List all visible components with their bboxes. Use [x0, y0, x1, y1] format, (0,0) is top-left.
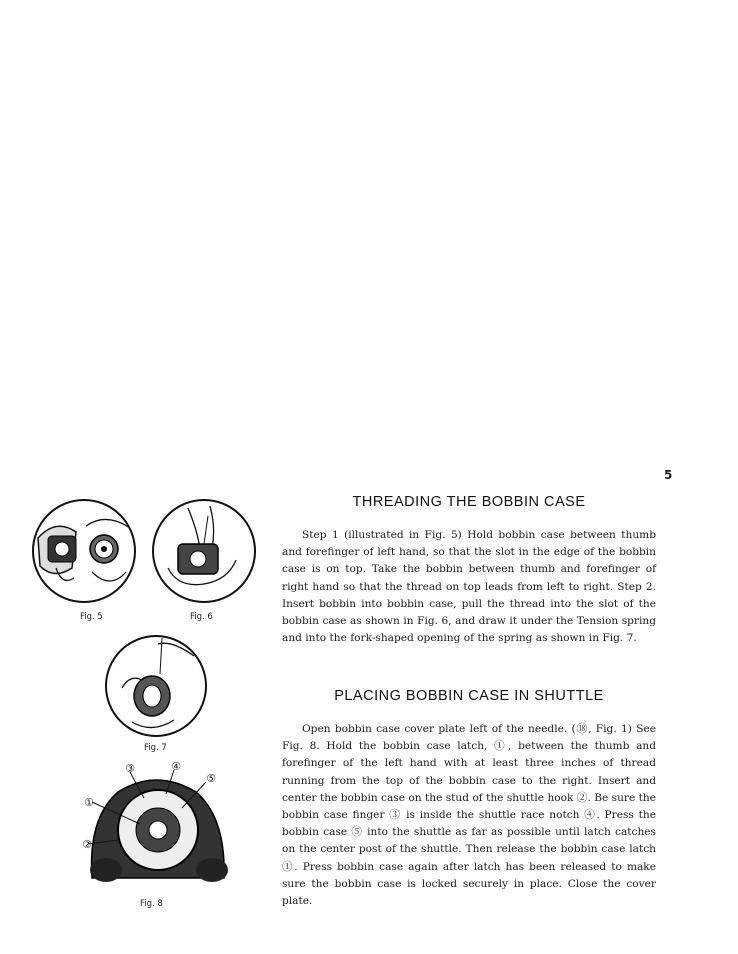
callout-1: ①: [84, 796, 94, 809]
callout-5: ⑤: [206, 772, 216, 785]
fig6-illustration: [148, 498, 260, 608]
section2-body: Open bobbin case cover plate left of the needle. (⑱, Fig. 1) See Fig. 8. Hold the bobbin case latch, ①, between the thumb and forefinger of the left hand with at least three inches of thread running from the top of the bobbin case to the right. Insert and center the bobbin case on the stud of the shuttle hook ②. Be sure the bobbin case finger ③ is inside the shuttle race notch ④. Press the bobbin case ⑤ into the shuttle as far as possible until latch catches on the center post of the shuttle. Then release the bobbin case latch ①. Press bobbin case again after latch has been released to make sure the bobbin case is locked securely in place. Close the cover plate.: [282, 723, 656, 908]
fig8-illustration: [78, 758, 238, 890]
section2-heading: PLACING BOBBIN CASE IN SHUTTLE: [334, 688, 604, 704]
section1-heading: THREADING THE BOBBIN CASE: [352, 494, 586, 510]
fig6-caption: Fig. 6: [190, 612, 213, 622]
fig7-caption: Fig. 7: [144, 743, 167, 753]
fig5-caption: Fig. 5: [80, 612, 103, 622]
callout-3: ③: [125, 762, 135, 775]
section1-body: Step 1 (illustrated in Fig. 5) Hold bobbin case between thumb and forefinger of left hand, so that the slot in the edge of the bobbin case is on top. Take the bobbin between thumb and forefinger of right hand so that the thread on top leads from left to right. Step 2. Insert bobbin into bobbin case, pull the thread into the slot of the bobbin case as shown in Fig. 6, and draw it under the Tension spring and into the fork-shaped opening of the spring as shown in Fig. 7.: [282, 529, 656, 645]
fig5-illustration: [26, 498, 142, 608]
fig8-caption: Fig. 8: [140, 899, 163, 909]
page-number: 5: [664, 468, 673, 482]
callout-4: ④: [171, 760, 181, 773]
fig7-illustration: [102, 634, 212, 740]
callout-2: ②: [82, 838, 92, 851]
